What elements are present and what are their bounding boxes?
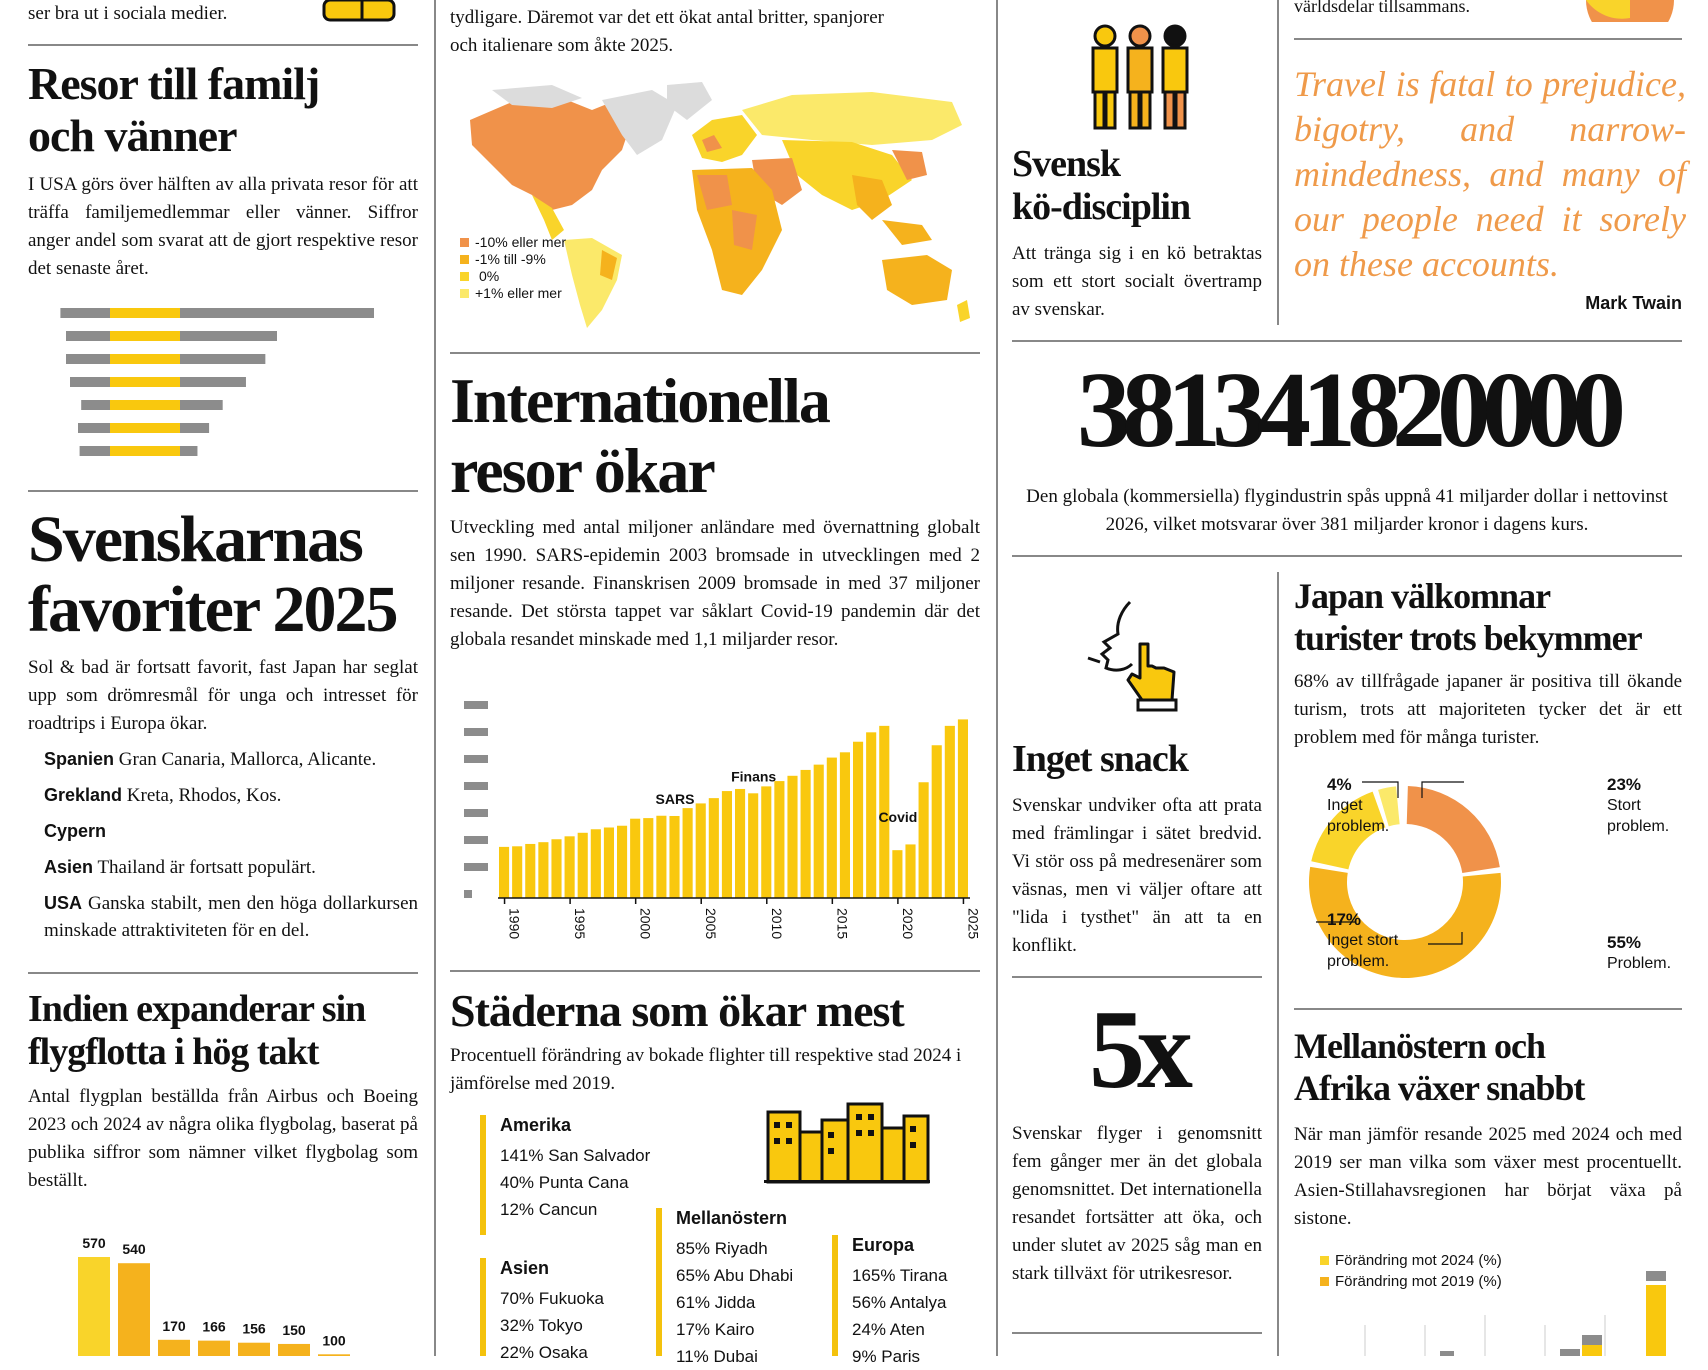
x-tick-label: 2005 [703, 908, 720, 940]
group-bar [832, 1235, 838, 1356]
list-item: USA Ganska stabilt, men den höga dollarkursen minskade attraktiviteten för en del. [44, 893, 419, 941]
city-row: 22% Osaka [500, 1343, 588, 1362]
silence-finger-icon [1086, 600, 1178, 718]
city-row: 70% Fukuoka [500, 1289, 604, 1308]
legend-item: 0% [460, 268, 566, 285]
text-fragment: tydligare. Däremot var det ett ökat antal britter, spanjorer och italienare som åkte 2025. [450, 7, 884, 56]
five-x: 5x [1089, 988, 1185, 1112]
arrivals-bar [669, 816, 679, 898]
group-bar [480, 1115, 486, 1235]
arrivals-bar [774, 781, 784, 898]
india-bar-label: 150 [282, 1321, 306, 1338]
y-tick-marker [464, 701, 488, 709]
family-bar-grey2 [180, 377, 246, 387]
list-item: Cypern [44, 821, 107, 841]
section-text: Procentuell förändring av bokade flighter till respektive stad 2024 i jämförelse med 2019. [450, 1045, 962, 1094]
legend-item: -10% eller mer [460, 234, 566, 251]
divider [1012, 1332, 1262, 1334]
section-title: Japan välkomnar turister trots bekymmer [1294, 576, 1642, 658]
divider [450, 352, 980, 354]
y-tick-marker [464, 836, 488, 844]
donut-label: 17% Inget stort problem. [1327, 910, 1399, 970]
list-item: Asien Thailand är fortsatt populärt. [44, 857, 316, 878]
city-skyline-icon [760, 1098, 932, 1184]
city-row: 56% Antalya [852, 1293, 947, 1312]
india-bar [78, 1257, 110, 1356]
india-bar [238, 1343, 270, 1356]
section-title: Indien expanderar sin flygflotta i hög takt [28, 988, 366, 1073]
legend-item: Förändring mot 2019 (%) [1320, 1271, 1502, 1292]
arrivals-bar [787, 776, 797, 898]
divider [1012, 555, 1682, 557]
chart-annotation: Covid [878, 809, 918, 826]
favorites-list [44, 746, 418, 953]
arrivals-bar [748, 793, 758, 898]
section-title: Mellanöstern och Afrika växer snabbt [1294, 1026, 1585, 1108]
india-bar-label: 540 [122, 1241, 146, 1258]
arrivals-bar [735, 789, 745, 898]
arrivals-bar [827, 758, 837, 898]
group-title: Mellanöstern [676, 1208, 788, 1228]
queue-people-icon [1085, 22, 1195, 132]
arrivals-bar [919, 782, 929, 898]
map-legend [460, 234, 566, 302]
donut-slice [1407, 786, 1500, 873]
donut-label: 4% Inget problem. [1327, 775, 1390, 835]
arrivals-bar [722, 791, 732, 898]
family-bar-grey2 [180, 423, 209, 433]
india-bar-label: 570 [82, 1235, 106, 1251]
arrivals-bar [814, 765, 824, 898]
legend-item: Förändring mot 2024 (%) [1320, 1250, 1502, 1271]
arrivals-bar [853, 742, 863, 898]
x-tick-label: 2015 [834, 908, 851, 940]
city-row: 61% Jidda [676, 1293, 756, 1312]
big-number: 381341820000 [1077, 351, 1617, 470]
legend-swatch [1320, 1256, 1329, 1265]
family-bar-yellow [110, 377, 180, 387]
donut-label: 23% Stort problem. [1607, 775, 1670, 835]
text-fragment: ser bra ut i sociala medier. [28, 3, 228, 24]
y-tick-marker [464, 890, 472, 898]
india-bar-label: 170 [162, 1317, 186, 1334]
column-rule [1277, 0, 1279, 325]
city-row: 141% San Salvador [500, 1146, 651, 1165]
city-row: 24% Aten [852, 1320, 925, 1339]
x-tick-label: 2020 [899, 908, 916, 940]
y-tick-marker [464, 782, 488, 790]
city-row: 85% Riyadh [676, 1239, 768, 1258]
family-bar-yellow [110, 400, 180, 410]
list-item: Grekland Kreta, Rhodos, Kos. [44, 785, 282, 806]
legend-swatch [1320, 1277, 1329, 1286]
arrivals-bar [709, 798, 719, 898]
city-row: 165% Tirana [852, 1266, 948, 1285]
x-tick-label: 2025 [965, 908, 980, 940]
section-title: Inget snack [1012, 738, 1188, 780]
divider [28, 44, 418, 46]
arrivals-bar [551, 839, 561, 898]
section-text: Svenskar undviker ofta att prata med främlingar i sätet bredvid. Vi stör oss på medresenärer som väsnas, men vi väljer oftare att "lida i tysthet" än att ta en konflikt. [1012, 795, 1262, 956]
group-title: Asien [500, 1258, 550, 1278]
x-tick-label: 1995 [572, 908, 589, 940]
y-tick-marker [464, 755, 488, 763]
arrivals-bar [892, 850, 902, 898]
family-bar-grey2 [180, 308, 374, 318]
city-row: 9% Paris [852, 1347, 921, 1366]
section-text: Antal flygplan beställda från Airbus och Boeing 2023 och 2024 av några olika flygbolag, baserat på publika siffror som nämner vilket flygbolag som beställt. [28, 1086, 418, 1191]
family-bar-yellow [110, 423, 180, 433]
divider [1012, 340, 1682, 342]
arrivals-bar [565, 836, 575, 898]
text-fragment: världsdelar tillsammans. [1294, 0, 1470, 16]
x-tick-label: 1990 [506, 908, 523, 940]
arrivals-bar [683, 808, 693, 898]
family-bar-grey2 [180, 331, 277, 341]
arrivals-bar [656, 816, 666, 898]
family-bar-yellow [110, 331, 180, 341]
family-bar-grey2 [180, 400, 223, 410]
city-row: 12% Cancun [500, 1200, 598, 1219]
arrivals-bar [630, 819, 640, 898]
section-text: 68% av tillfrågade japaner är positiva till ökande turism, trots att majoriteten tycker det är ett problem med för många turister. [1294, 671, 1682, 748]
quote-author: Mark Twain [1585, 293, 1682, 313]
section-title: Resor till familj och vänner [28, 58, 320, 161]
y-tick-marker [464, 809, 488, 817]
y-tick-marker [464, 863, 488, 871]
divider [1294, 38, 1682, 40]
city-group [832, 1235, 948, 1366]
divider [1294, 1008, 1682, 1010]
arrivals-bar [499, 847, 509, 898]
arrivals-bar [761, 786, 771, 898]
legend-swatch [460, 238, 469, 247]
x-tick-label: 2010 [768, 908, 785, 940]
arrivals-bar [801, 770, 811, 898]
chart-annotation: SARS [655, 790, 695, 807]
india-bar-chart [70, 1200, 410, 1356]
thumbs-icon [322, 0, 396, 22]
x-tick-label: 2000 [637, 908, 654, 940]
big-number-text: Den globala (kommersiella) flygindustrin spås uppnå 41 miljarder dollar i nettovinst 2026, vilket motsvarar över 381 miljarder kronor i dagens kurs. [1026, 486, 1668, 535]
india-bar [278, 1344, 310, 1356]
pie-fragment [1580, 0, 1680, 22]
section-title: Svenskarnas favoriter 2025 [28, 503, 397, 646]
y-tick-marker [464, 728, 488, 736]
group-title: Amerika [500, 1115, 572, 1135]
legend-item: +1% eller mer [460, 285, 566, 302]
section-text: Utveckling med antal miljoner anländare med övernattning globalt sen 1990. SARS-epidemin 2003 bromsade in utvecklingen med 2 miljoner resande. Finanskrisen 2009 bromsade in med 37 miljoner resande. Det största tappet var såklart Covid-19 pandemin där det globala resandet minskade med 1,1 miljarder resor. [450, 517, 980, 650]
divider [450, 970, 980, 972]
india-bar-label: 156 [242, 1320, 266, 1337]
family-bar-grey2 [180, 446, 197, 456]
family-bar-yellow [110, 446, 180, 456]
section-text: Svenskar flyger i genomsnitt fem gånger mer än det globala genomsnittet. Det internationella resandet fortsätter att öka, och under slutet av 2025 såg man en stark tillväxt för utrikesresor. [1012, 1123, 1262, 1284]
quote: Travel is fatal to prejudice, bigotry, and narrow-mindedness, and many of our people need it sorely on these accounts. [1294, 64, 1686, 284]
city-row: 32% Tokyo [500, 1316, 583, 1335]
mideast-chart [1360, 1265, 1680, 1356]
column-rule [996, 0, 998, 1356]
city-group [480, 1258, 604, 1362]
divider [28, 490, 418, 492]
column-rule [434, 0, 436, 1356]
family-bar-yellow [110, 308, 180, 318]
arrivals-bar [643, 818, 653, 898]
city-group [656, 1208, 794, 1366]
arrivals-bar [696, 803, 706, 898]
india-bar [118, 1263, 150, 1356]
india-bar [158, 1340, 190, 1356]
section-text: I USA görs över hälften av alla privata resor för att träffa familjemedlemmar eller vänner. Siffror anger andel som svarat att de gjort respektive resor det senaste året. [28, 174, 418, 279]
india-bar-label: 166 [202, 1318, 226, 1335]
family-bar-yellow [110, 354, 180, 364]
arrivals-bar [840, 752, 850, 898]
section-text: Sol & bad är fortsatt favorit, fast Japan har seglat upp som drömresmål för unga och intresset för roadtrips i Europa ökar. [28, 657, 418, 734]
donut-label: 55% Problem. [1607, 933, 1672, 972]
section-text: När man jämför resande 2025 med 2024 och med 2019 ser man vilka som växer mest procentuellt. Asien-Stillahavsregionen har börjat växa på sistone. [1294, 1124, 1682, 1229]
arrivals-chart [450, 700, 980, 950]
divider [1012, 976, 1262, 978]
arrivals-bar [525, 844, 535, 898]
list-item: Spanien Gran Canaria, Mallorca, Alicante. [44, 749, 377, 770]
group-bar [480, 1258, 486, 1356]
arrivals-bar [604, 828, 614, 899]
city-group [480, 1115, 650, 1235]
legend-item: -1% till -9% [460, 251, 566, 268]
arrivals-bar [512, 846, 522, 898]
city-row: 17% Kairo [676, 1320, 755, 1339]
city-row: 40% Punta Cana [500, 1173, 629, 1192]
section-text: Att tränga sig i en kö betraktas som ett stort socialt övertramp av svenskar. [1012, 243, 1262, 320]
arrivals-bar [958, 719, 968, 898]
arrivals-bar [866, 732, 876, 898]
city-row: 11% Dubai [676, 1347, 758, 1366]
arrivals-bar [945, 726, 955, 898]
india-bar-label: 100 [322, 1332, 346, 1349]
chart-annotation: Finans [731, 768, 777, 785]
section-title: Internationella resor ökar [450, 365, 829, 506]
family-bar-chart [28, 300, 418, 475]
group-title: Europa [852, 1235, 915, 1255]
legend-swatch [460, 289, 469, 298]
legend-swatch [460, 272, 469, 281]
legend-swatch [460, 255, 469, 264]
city-row: 65% Abu Dhabi [676, 1266, 794, 1285]
arrivals-bar [591, 829, 601, 898]
arrivals-bar [932, 745, 942, 898]
family-bar-grey2 [180, 354, 265, 364]
arrivals-bar [578, 833, 588, 898]
section-title: Städerna som ökar mest [450, 985, 904, 1036]
group-bar [656, 1208, 662, 1356]
arrivals-bar [905, 844, 915, 898]
india-bar [198, 1341, 230, 1356]
arrivals-bar [538, 842, 548, 898]
section-title: Svensk kö-disciplin [1012, 143, 1191, 228]
column-rule [1277, 572, 1279, 1356]
arrivals-bar [617, 826, 627, 898]
divider [28, 972, 418, 974]
